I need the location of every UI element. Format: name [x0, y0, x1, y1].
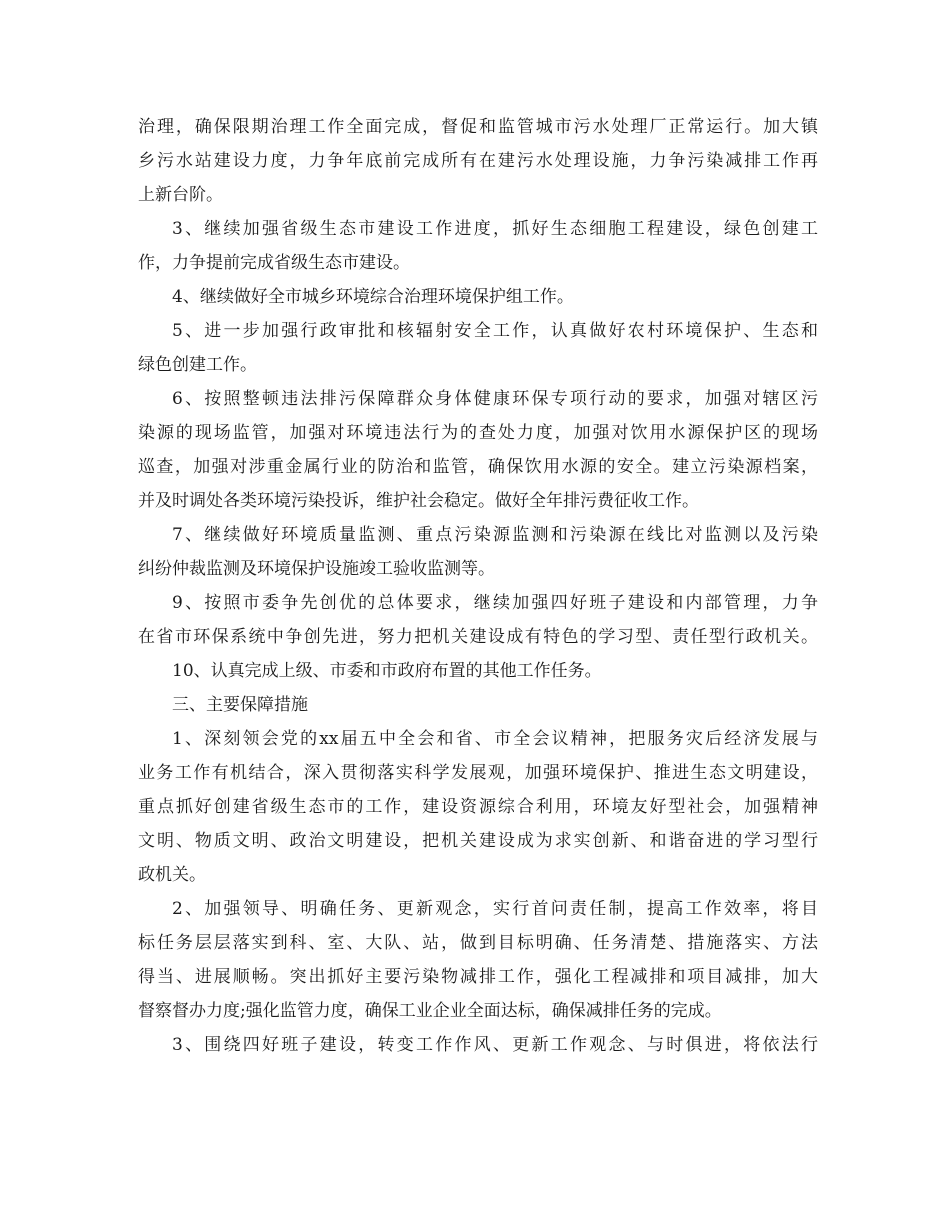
text-line: 治理，确保限期治理工作全面完成，督促和监管城市污水处理厂正常运行。加大镇: [138, 117, 818, 137]
text-line: 绿色创建工作。: [138, 355, 257, 375]
text-line: 1、深刻领会党的xx届五中全会和省、市全会议精神，把服务灾后经济发展与: [172, 729, 818, 749]
text-line: 重点抓好创建省级生态市的工作，建设资源综合利用，环境友好型社会，加强精神: [138, 797, 818, 817]
text-line: 标任务层层落实到科、室、大队、站，做到目标明确、任务清楚、措施落实、方法: [138, 933, 818, 953]
text-line: 文明、物质文明、政治文明建设，把机关建设成为求实创新、和谐奋进的学习型行: [138, 831, 818, 851]
text-line: 7、继续做好环境质量监测、重点污染源监测和污染源在线比对监测以及污染: [172, 525, 818, 545]
text-line: 业务工作有机结合，深入贯彻落实科学发展观，加强环境保护、推进生态文明建设，: [138, 763, 818, 783]
text-line: 9、按照市委争先创优的总体要求，继续加强四好班子建设和内部管理，力争: [172, 593, 818, 613]
text-line: 6、按照整顿违法排污保障群众身体健康环保专项行动的要求，加强对辖区污: [172, 389, 818, 409]
text-line: 4、继续做好全市城乡环境综合治理环境保护组工作。: [172, 287, 574, 307]
text-line: 上新台阶。: [138, 185, 223, 205]
document-body: [138, 110, 818, 1062]
text-line: 作，力争提前完成省级生态市建设。: [138, 253, 410, 273]
text-line: 10、认真完成上级、市委和市政府布置的其他工作任务。: [172, 661, 602, 681]
text-line: 2、加强领导、明确任务、更新观念，实行首问责任制，提高工作效率，将目: [172, 899, 818, 919]
text-line: 政机关。: [138, 865, 206, 885]
text-line: 督察督办力度;强化监管力度，确保工业企业全面达标，确保减排任务的完成。: [138, 1001, 722, 1021]
text-line: 染源的现场监管，加强对环境违法行为的查处力度，加强对饮用水源保护区的现场: [138, 423, 818, 443]
text-line: 乡污水站建设力度，力争年底前完成所有在建污水处理设施，力争污染减排工作再: [138, 151, 818, 171]
text-line: 5、进一步加强行政审批和核辐射安全工作，认真做好农村环境保护、生态和: [172, 321, 818, 341]
text-line: 三、主要保障措施: [172, 695, 308, 715]
text-line: 3、继续加强省级生态市建设工作进度，抓好生态细胞工程建设，绿色创建工: [172, 219, 818, 239]
text-line: 在省市环保系统中争创先进，努力把机关建设成有特色的学习型、责任型行政机关。: [138, 627, 818, 647]
text-line: 巡查，加强对涉重金属行业的防治和监管，确保饮用水源的安全。建立污染源档案，: [138, 457, 818, 477]
text-line: 3、围绕四好班子建设，转变工作作风、更新工作观念、与时俱进，将依法行: [172, 1035, 818, 1055]
text-line: 得当、进展顺畅。突出抓好主要污染物减排工作，强化工程减排和项目减排，加大: [138, 967, 818, 987]
text-line: 纠纷仲裁监测及环境保护设施竣工验收监测等。: [138, 559, 495, 579]
text-line: 并及时调处各类环境污染投诉，维护社会稳定。做好全年排污费征收工作。: [138, 491, 699, 511]
